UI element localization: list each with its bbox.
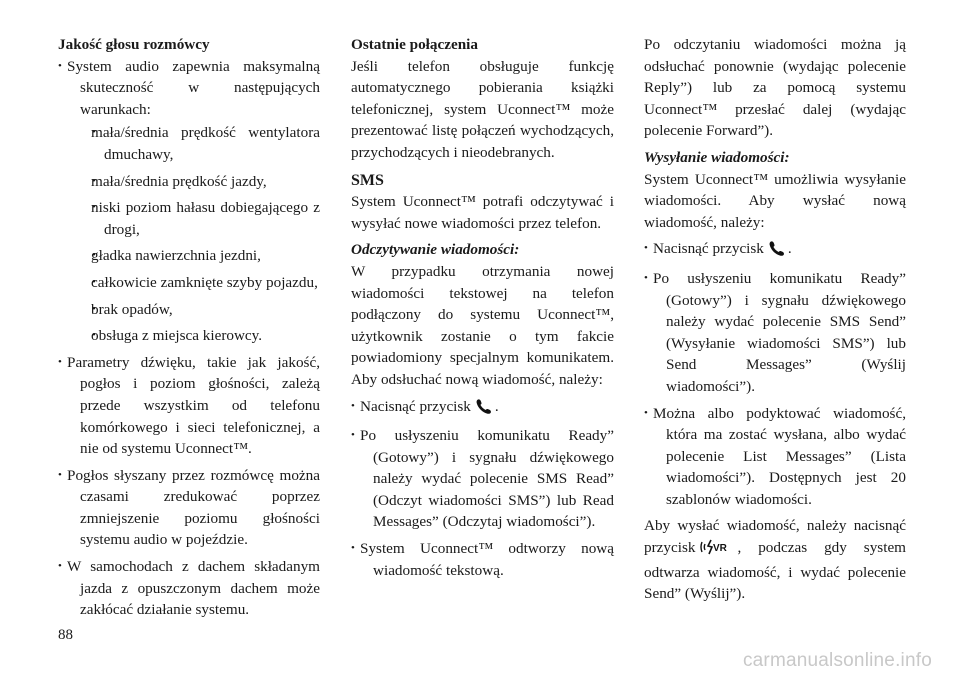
sms-text: System Uconnect™ potrafi odczytywać i wysyłać nowe wiadomości przez telefon. [351, 193, 614, 232]
column-left [58, 34, 320, 626]
sending-steps-list [644, 238, 906, 510]
watermark: carmanualsonline.info [742, 650, 932, 671]
list-item: • Po usłyszeniu komunikatu Ready” (Gotowy”) i sygnału dźwiękowego należy wydać polecenie SMS Send” (Wysyłanie wiadomości SMS”) lub Send Messages” (Wyślij wiadomości”). [644, 268, 906, 398]
recent-calls-heading: Ostatnie połączenia [351, 36, 478, 53]
voice-quality-heading: Jakość głosu rozmówcy [58, 36, 210, 53]
sending-messages-heading: Wysyłanie wiadomości: [644, 148, 790, 166]
send-text-start: Aby wysłać wiadomość, należy nacisnąć przycisk [644, 517, 906, 557]
page-number: 88 [58, 627, 73, 643]
recent-calls-text: Jeśli telefon obsługuje funkcję automatycznego pobierania książki telefonicznej, system Uconnect™ może prezentować listę połączeń wychodzących, przychodzących i nieodebranych. [351, 57, 614, 161]
reading-steps-list [351, 396, 614, 582]
conditions-intro: System audio zapewnia maksymalną skuteczność w następujących warunkach: [67, 57, 320, 118]
voice-recognition-icon [699, 539, 735, 562]
list-item [644, 238, 906, 263]
svg-text:VR: VR [713, 543, 728, 555]
column-middle [351, 34, 614, 586]
send-text-end: , podczas gdy system odtwarza wiadomość, i wydać polecenie Send” (Wyślij”). [644, 539, 906, 603]
phone-icon [475, 398, 493, 421]
list-item: • Po usłyszeniu komunikatu Ready” (Gotowy”) i sygnału dźwiękowego należy wydać polecenie SMS Read” (Odczyt wiadomości SMS”) lub Read Messages” (Odczytaj wiadomości”). [351, 425, 614, 533]
reading-messages-heading: Odczytywanie wiadomości: [351, 241, 520, 259]
phone-icon [768, 240, 786, 263]
list-item: • Można albo podyktować wiadomość, która ma zostać wysłana, albo wydać polecenie List Messages” (Lista wiadomości”). Dostępnych jest 20 szablonów wiadomości. [644, 403, 906, 511]
list-item [351, 396, 614, 421]
column-right [644, 34, 906, 610]
list-item: • System Uconnect™ odtworzy nową wiadomość tekstową. [351, 538, 614, 581]
conditions-list [80, 122, 320, 346]
step-text: Nacisnąć przycisk [360, 397, 471, 415]
list-item: • niski poziom hałasu dobiegającego z drogi, [80, 197, 320, 240]
step-text-end: . [494, 397, 499, 415]
list-item: • Parametry dźwięku, takie jak jakość, pogłos i poziom głośności, zależą przede wszystkim od telefonu komórkowego i sieci telefonicznej, a nie od systemu Uconnect™. [58, 352, 320, 460]
reading-messages-text: W przypadku otrzymania nowej wiadomości tekstowej na telefon podłączony do systemu Uconnect™, użytkownik zostanie o tym fakcie powiadomiony specjalnym komunikatem. Aby odsłuchać nową wiadomość, należy: [351, 262, 614, 388]
list-item: • mała/średnia prędkość jazdy, [80, 171, 320, 193]
step-text: Nacisnąć przycisk [653, 240, 764, 258]
send-message-text [644, 515, 906, 604]
list-item: • mała/średnia prędkość wentylatora dmuchawy, [80, 122, 320, 165]
list-item: • W samochodach z dachem składanym jazda z opuszczonym dachem może zakłócać działanie systemu. [58, 556, 320, 621]
sending-messages-text: System Uconnect™ umożliwia wysyłanie wiadomości. Aby wysłać nową wiadomość, należy: [644, 170, 906, 231]
reply-forward-text: Po odczytaniu wiadomości można ją odsłuchać ponownie (wydając polecenie Reply”) lub za pomocą systemu Uconnect™ przesłać dalej (wydając polecenie Forward”). [644, 36, 906, 140]
list-item: • całkowicie zamknięte szyby pojazdu, [80, 272, 320, 294]
list-item: • Pogłos słyszany przez rozmówcę można czasami zredukować poprzez zmniejszenie poziomu głośności systemu audio w pojeździe. [58, 465, 320, 551]
list-item: • obsługa z miejsca kierowcy. [80, 325, 320, 347]
list-item: • gładka nawierzchnia jezdni, [80, 245, 320, 267]
step-text-end: . [787, 240, 792, 258]
list-item [58, 56, 320, 347]
list-item: • brak opadów, [80, 299, 320, 321]
sms-heading: SMS [351, 171, 384, 189]
voice-quality-list [58, 56, 320, 621]
